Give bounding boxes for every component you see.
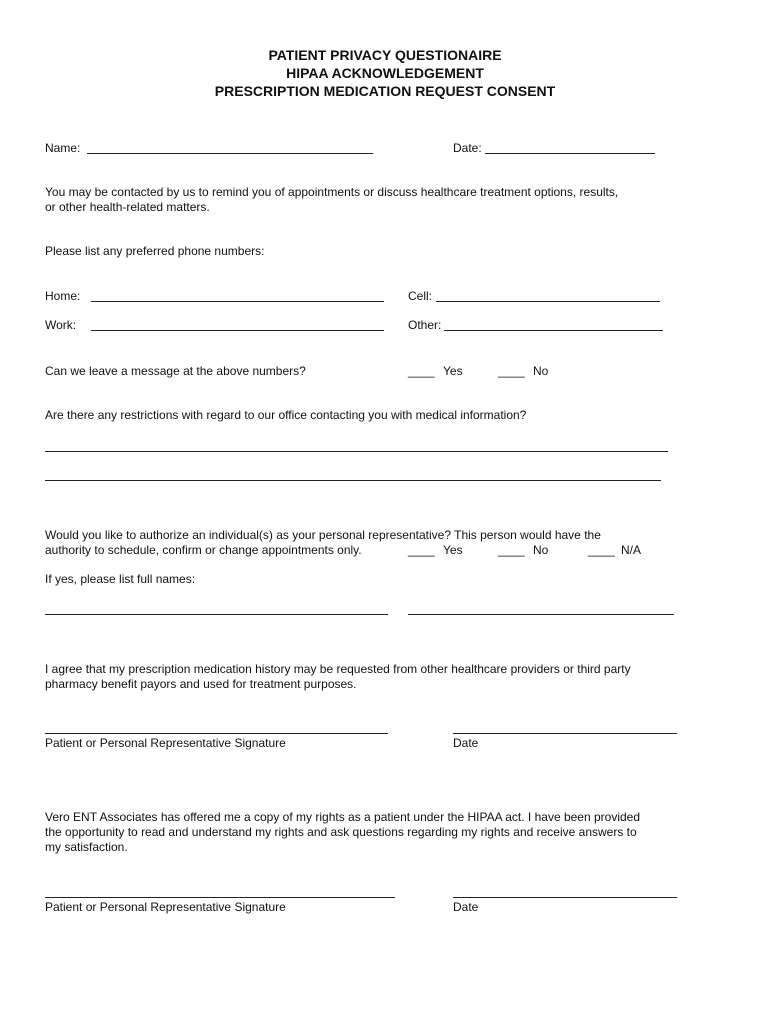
work-phone-label: Work: bbox=[45, 318, 77, 332]
hipaa-acknowledgement-line-3: my satisfaction. bbox=[45, 840, 128, 854]
leave-message-yes-blank[interactable]: ____ bbox=[408, 364, 435, 378]
prescription-signature-date-field[interactable] bbox=[453, 733, 677, 734]
name-field[interactable] bbox=[87, 153, 373, 154]
full-names-prompt: If yes, please list full names: bbox=[45, 572, 196, 586]
representative-name-field-1[interactable] bbox=[45, 614, 388, 615]
prescription-signature-date-label: Date bbox=[453, 736, 479, 750]
hipaa-signature-date-label: Date bbox=[453, 900, 479, 914]
form-subtitle-hipaa: HIPAA ACKNOWLEDGEMENT bbox=[286, 65, 484, 81]
leave-message-yes-label: Yes bbox=[443, 364, 463, 378]
cell-phone-label: Cell: bbox=[408, 289, 433, 303]
home-phone-label: Home: bbox=[45, 289, 81, 303]
cell-phone-field[interactable] bbox=[436, 301, 660, 302]
hipaa-signature-label: Patient or Personal Representative Signature bbox=[45, 900, 286, 914]
representative-question-line-1: Would you like to authorize an individual(s) as your personal representative? This person would have the bbox=[45, 528, 601, 542]
prescription-signature-label: Patient or Personal Representative Signature bbox=[45, 736, 286, 750]
hipaa-acknowledgement-line-1: Vero ENT Associates has offered me a copy of my rights as a patient under the HIPAA act. I have been provided bbox=[45, 810, 641, 824]
leave-message-question: Can we leave a message at the above numbers? bbox=[45, 364, 306, 378]
prescription-signature-field[interactable] bbox=[45, 733, 388, 734]
hipaa-acknowledgement-line-2: the opportunity to read and understand my rights and ask questions regarding my rights and receive answers to bbox=[45, 825, 637, 839]
form-title: PATIENT PRIVACY QUESTIONAIRE bbox=[268, 47, 502, 63]
other-phone-field[interactable] bbox=[444, 330, 663, 331]
representative-no-blank[interactable]: ____ bbox=[498, 543, 525, 557]
restrictions-answer-line-2[interactable] bbox=[45, 480, 661, 481]
phone-numbers-prompt: Please list any preferred phone numbers: bbox=[45, 244, 265, 258]
work-phone-field[interactable] bbox=[91, 330, 384, 331]
prescription-consent-line-1: I agree that my prescription medication history may be requested from other healthcare providers or third party bbox=[45, 662, 631, 676]
contact-paragraph-line-1: You may be contacted by us to remind you of appointments or discuss healthcare treatment options, results, bbox=[45, 185, 619, 199]
leave-message-no-label: No bbox=[533, 364, 549, 378]
home-phone-field[interactable] bbox=[91, 301, 384, 302]
hipaa-signature-date-field[interactable] bbox=[453, 897, 677, 898]
name-label: Name: bbox=[45, 141, 81, 155]
representative-na-blank[interactable]: ____ bbox=[588, 543, 615, 557]
representative-na-label: N/A bbox=[621, 543, 642, 557]
representative-name-field-2[interactable] bbox=[408, 614, 674, 615]
representative-question-line-2: authority to schedule, confirm or change appointments only. bbox=[45, 543, 362, 557]
date-field[interactable] bbox=[485, 153, 655, 154]
leave-message-no-blank[interactable]: ____ bbox=[498, 364, 525, 378]
restrictions-answer-line-1[interactable] bbox=[45, 451, 668, 452]
other-phone-label: Other: bbox=[408, 318, 442, 332]
date-label: Date: bbox=[453, 141, 482, 155]
restrictions-question: Are there any restrictions with regard to our office contacting you with medical information? bbox=[45, 408, 527, 422]
contact-paragraph-line-2: or other health-related matters. bbox=[45, 200, 210, 214]
form-subtitle-prescription: PRESCRIPTION MEDICATION REQUEST CONSENT bbox=[214, 83, 556, 99]
representative-yes-label: Yes bbox=[443, 543, 463, 557]
prescription-consent-line-2: pharmacy benefit payors and used for treatment purposes. bbox=[45, 677, 357, 691]
hipaa-signature-field[interactable] bbox=[45, 897, 395, 898]
representative-no-label: No bbox=[533, 543, 549, 557]
representative-yes-blank[interactable]: ____ bbox=[408, 543, 435, 557]
